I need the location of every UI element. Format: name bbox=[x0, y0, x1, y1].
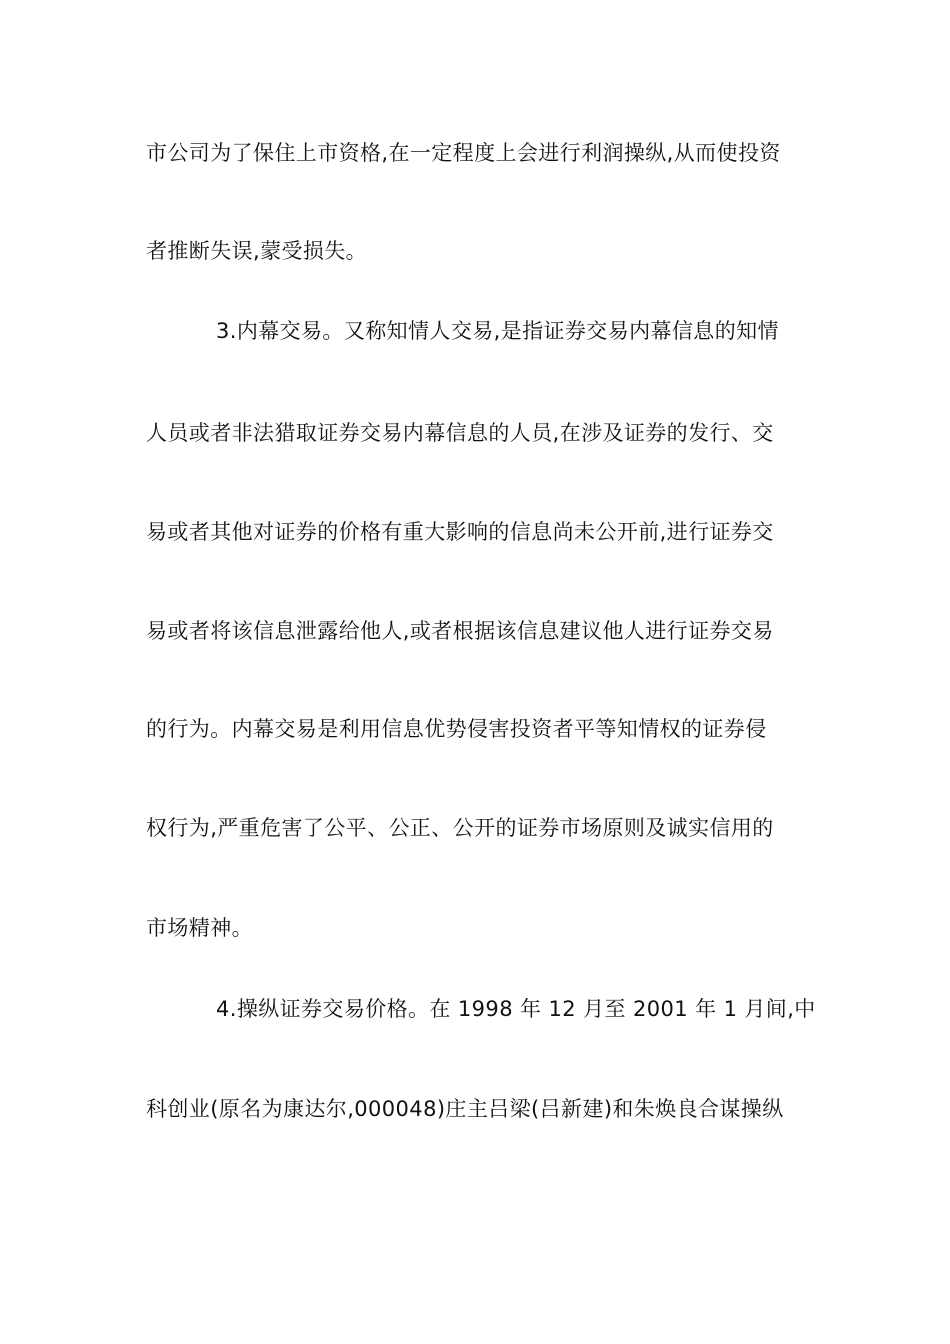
paragraph-line: 科创业(原名为康达尔,000048)庄主吕梁(吕新建)和朱焕良合谋操纵 bbox=[146, 1097, 784, 1121]
paragraph-line: 4.操纵证券交易价格。在 1998 年 12 月至 2001 年 1 月间,中 bbox=[216, 997, 816, 1021]
paragraph-line: 3.内幕交易。又称知情人交易,是指证券交易内幕信息的知情 bbox=[216, 319, 779, 343]
paragraph-line: 人员或者非法猎取证券交易内幕信息的人员,在涉及证券的发行、交 bbox=[146, 421, 774, 445]
paragraph-line: 权行为,严重危害了公平、公正、公开的证券市场原则及诚实信用的 bbox=[146, 816, 774, 840]
paragraph-line: 易或者其他对证券的价格有重大影响的信息尚未公开前,进行证券交 bbox=[146, 520, 774, 544]
paragraph-line: 者推断失误,蒙受损失。 bbox=[146, 239, 368, 263]
paragraph-line: 的行为。内幕交易是利用信息优势侵害投资者平等知情权的证券侵 bbox=[146, 717, 767, 741]
paragraph-line: 易或者将该信息泄露给他人,或者根据该信息建议他人进行证券交易 bbox=[146, 619, 774, 643]
paragraph-line: 市公司为了保住上市资格,在一定程度上会进行利润操纵,从而使投资 bbox=[146, 141, 781, 165]
paragraph-line: 市场精神。 bbox=[146, 916, 253, 940]
